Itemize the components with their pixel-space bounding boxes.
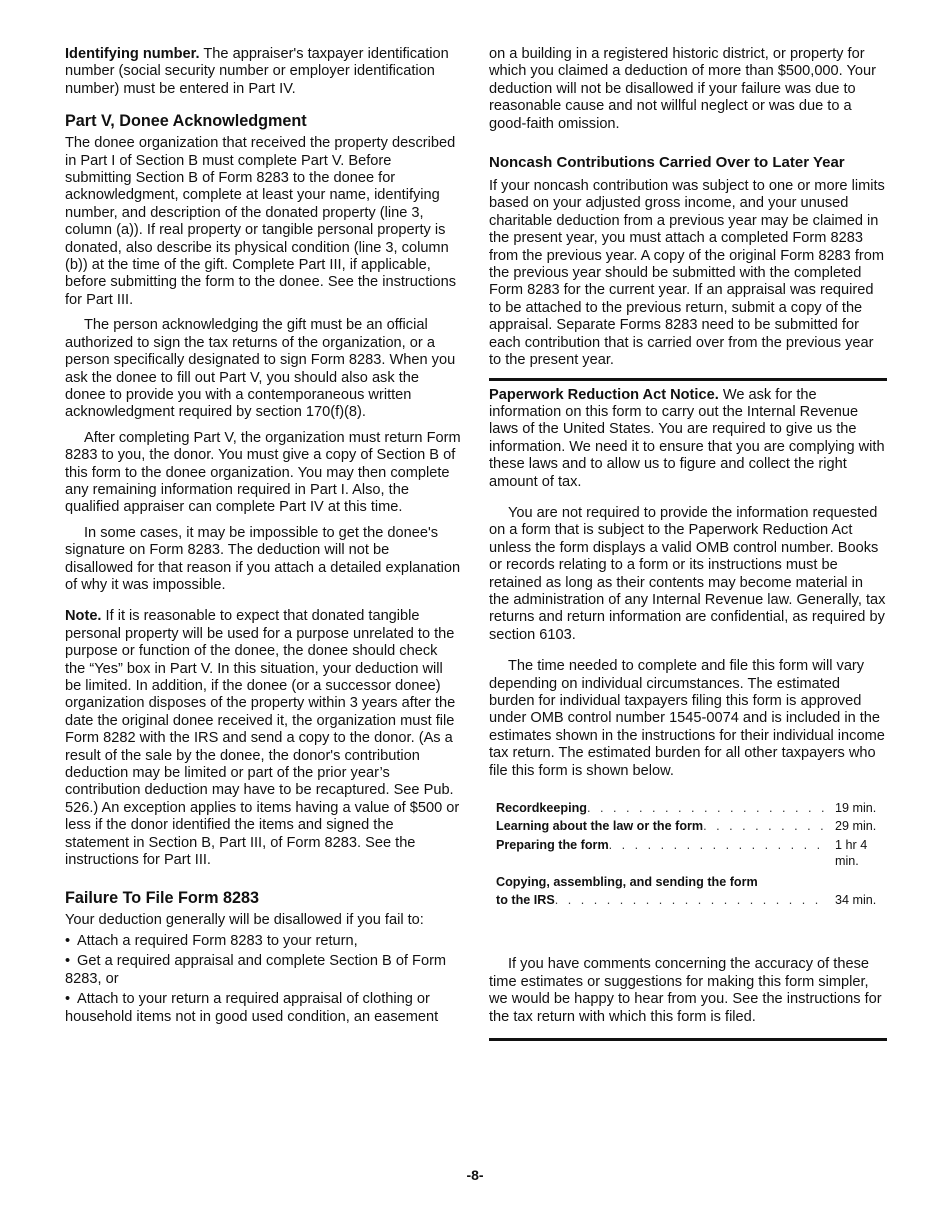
pra-lead: Paperwork Reduction Act Notice. [489, 386, 719, 403]
pra-paragraph-3: The time needed to complete and file this form will vary depending on individual circumstances. The estimated burden for individual taxpayers filing this form is approved under OMB control number 1545-0074 and is included in the estimates shown in the instructions for their individual income tax return. The estimated burden for all other taxpayers who file this form is shown below. [489, 658, 885, 779]
pra-text: We ask for the information on this form to carry out the Internal Revenue laws of the United States. You are required to give us the information. We need it to ensure that you are complying with these laws and to allow us to figure and collect the right amount of tax. [489, 386, 885, 490]
note-paragraph [65, 608, 461, 869]
burden-copying-line1: Copying, assembling, and sending the form [496, 874, 758, 889]
part-v-paragraph-3: After completing Part V, the organization must return Form 8283 to you, the donor. You must give a copy of Section B of this form to the donee organization. You may then complete any remaining information required in Part I. Also, the qualified appraiser can complete Part IV at this time. [65, 429, 461, 516]
bullet-icon: • [65, 953, 71, 970]
bullet-icon: • [65, 991, 71, 1008]
continued-paragraph: on a building in a registered historic district, or property for which you claimed a deduction of more than $500,000. Your deduction will not be disallowed if your failure was due to reasonable cause and not willful neglect or was due to a good-faith omission. [489, 46, 876, 132]
failure-bullet-2 [65, 953, 461, 988]
identifying-number-text: The appraiser's taxpayer identification number (social security number or employer identification number) must be entered in Part IV. [65, 46, 449, 97]
part-v-paragraph-2: The person acknowledging the gift must be an official authorized to sign the tax returns of the organization, or a person specifically designated to sign Form 8283. When you ask the donee to fill out Part V, you should also ask the donee to provide you with a contemporaneous written acknowledgment required by section 170(f)(8). [65, 317, 456, 421]
carryover-heading: Noncash Contributions Carried Over to Later Year [489, 154, 845, 172]
failure-bullet-1 [65, 933, 461, 950]
burden-value: 19 min. [835, 801, 877, 816]
failure-intro: Your deduction generally will be disallowed if you fail to: [65, 912, 424, 929]
failure-heading: Failure To File Form 8283 [65, 889, 260, 908]
carryover-paragraph: If your noncash contribution was subject to one or more limits based on your adjusted gross income, and your unused charitable deduction from a previous year may be claimed in the present year, you must attach a completed Form 8283 from the previous year. A copy of the original Form 8283 from the previous year should be submitted with the completed Form 8283 for the current year. If an appraisal was required to be attached to the previous return, submit a copy of the appraisal. Separate Forms 8283 need to be submitted for each contribution that is carried over from the previous year to the present year. [489, 178, 885, 369]
failure-bullet-text: Attach a required Form 8283 to your return, [77, 932, 358, 949]
burden-value: 34 min. [835, 893, 877, 908]
burden-row-copying [496, 892, 887, 908]
pra-paragraph-2: You are not required to provide the information requested on a form that is subject to the Paperwork Reduction Act unless the form displays a valid OMB control number. Books or records relating to a form or its instructions must be retained as long as their contents may become material in the administration of any Internal Revenue law. Generally, tax returns and return information are confidential, as required by section 6103. [489, 504, 886, 643]
burden-row-recordkeeping [496, 800, 887, 816]
part-v-paragraph-1: The donee organization that received the property described in Part I of Section B must complete Part V. Before submitting Section B of Form 8283 to the donee for acknowledgment, complete at least your name, identifying number, and description of the donated property (line 3, column (a)). If real property or tangible personal property is donated, also describe its physical condition (line 3, column (b)) at the time of the gift. Complete Part III, if applicable, before submitting the form to the donee. See the instructions for Part III. [65, 135, 457, 308]
page-number: -8- [466, 1167, 484, 1183]
burden-label: Preparing the form [496, 837, 609, 852]
burden-label: to the IRS [496, 893, 555, 908]
bullet-icon: • [65, 932, 71, 949]
burden-table [489, 800, 887, 908]
failure-bullet-3 [65, 991, 461, 1026]
failure-bullet-text: Attach to your return a required appraisal of clothing or household items not in good used condition, an easement [65, 991, 439, 1025]
comments-paragraph: If you have comments concerning the accuracy of these time estimates or suggestions for making this form simpler, we would be happy to hear from you. See the instructions for the tax return with which this form is filed. [489, 956, 882, 1025]
pra-paragraph-1 [489, 387, 887, 491]
right-column [489, 46, 887, 1041]
burden-row-learning [496, 818, 887, 834]
burden-label: Recordkeeping [496, 801, 587, 816]
failure-bullet-text: Get a required appraisal and complete Section B of Form 8283, or [65, 953, 447, 987]
dot-leader [587, 800, 827, 816]
burden-row-preparing [496, 837, 887, 870]
note-text: If it is reasonable to expect that donated tangible personal property will be used for a purpose unrelated to the purpose or function of the donee, the donee should check the “Yes” box in Part V. In this situation, your deduction will be limited. In addition, if the donee (or a successor donee) organization disposes of the property within 3 years after the date the original donee received it, the organization must file Form 8282 with the IRS and send a copy to the donor. (As a result of the sale by the donee, the donor's contribution deduction may be limited or part of the prior year’s contribution deduction may have to be recaptured. See Pub. 526.) An exception applies to items having a value of $500 or less if the donor identified the items and signed the statement in Section B, Part III, of Form 8283. See the instructions for Part III. [65, 608, 460, 869]
section-divider [489, 378, 887, 381]
part-v-paragraph-4: In some cases, it may be impossible to get the donee's signature on Form 8283. The deduction will not be disallowed for that reason if you attach a detailed explanation of why it was impossible. [65, 524, 461, 593]
left-column [65, 46, 461, 1029]
dot-leader [555, 892, 827, 908]
part-v-heading: Part V, Donee Acknowledgment [65, 112, 307, 131]
bottom-divider [489, 1038, 887, 1041]
burden-label: Learning about the law or the form [496, 819, 704, 834]
burden-value: 29 min. [835, 819, 877, 834]
burden-value: 1 hr 4 min. [835, 837, 868, 869]
dot-leader [703, 818, 827, 834]
dot-leader [609, 837, 827, 853]
identifying-number-paragraph [65, 46, 461, 98]
note-lead: Note. [65, 608, 102, 625]
identifying-number-lead: Identifying number. [65, 46, 200, 62]
